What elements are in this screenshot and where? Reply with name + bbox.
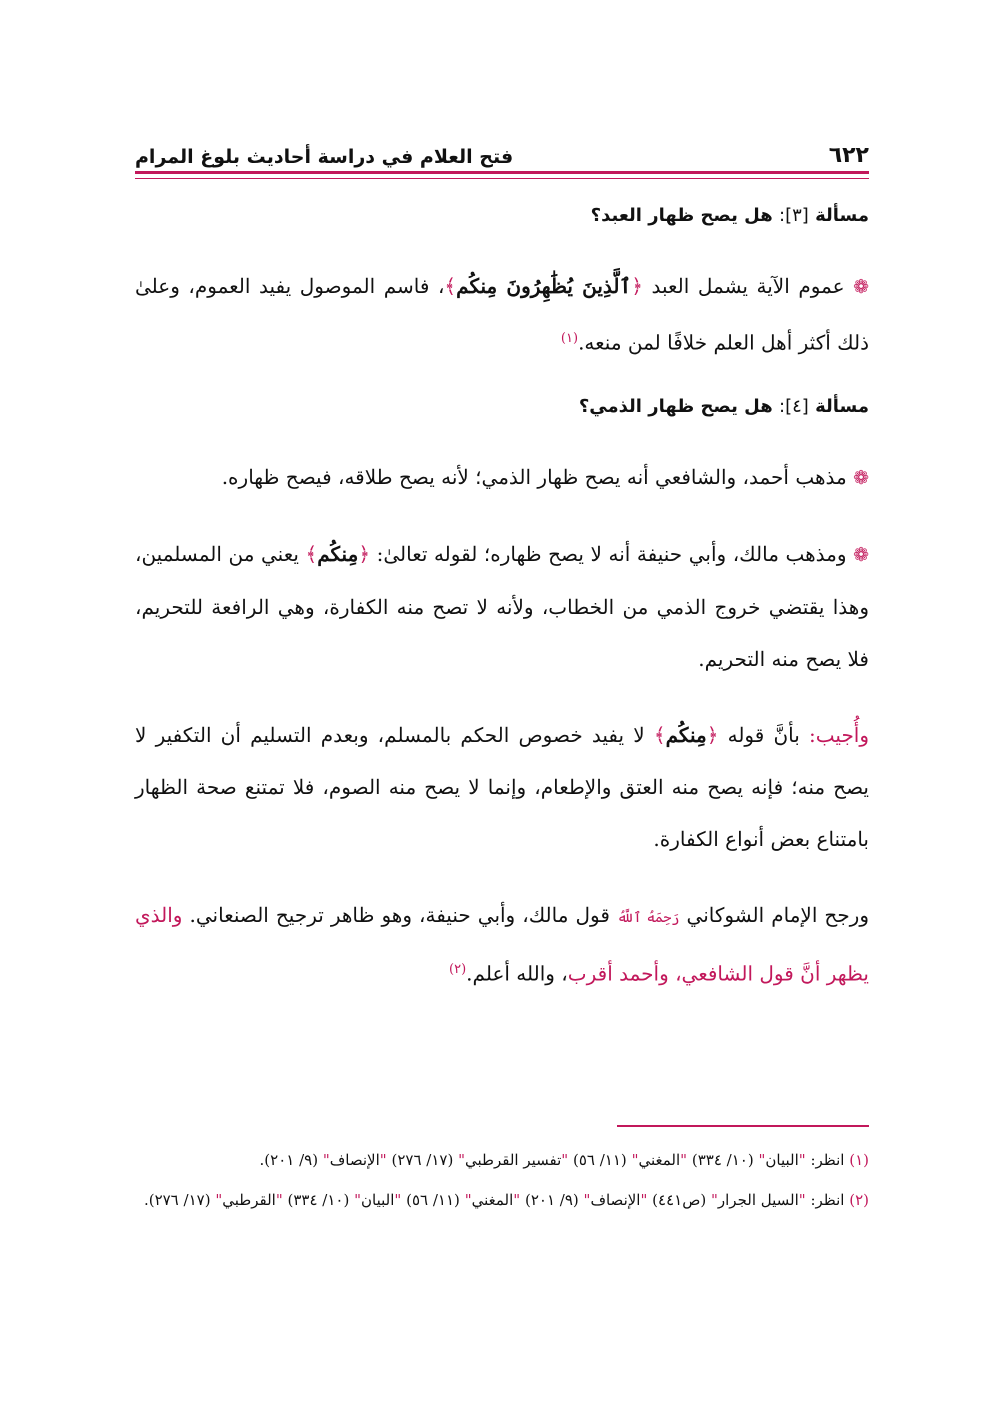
p3-text-a: ومذهب مالك، وأبي حنيفة أنه لا يصح ظهاره؛ لقوله تعالىٰ: xyxy=(376,541,847,566)
footnote-ref-1[interactable]: (١) xyxy=(560,331,579,346)
source-title: تفسير القرطبي xyxy=(465,1151,562,1169)
flower-bullet-icon: ❁ xyxy=(853,276,869,298)
paragraph-4 xyxy=(135,709,869,865)
footnote-1: (١) انظر: "البيان" (١٠/ ٣٣٤) "المغني" (١١/ ٥٦) "تفسير القرطبي" (١٧/ ٢٧٦) "الإنصاف" (٩/ ٢٠١). xyxy=(259,1151,869,1169)
source-title: البيان xyxy=(361,1191,395,1209)
p4-text-a: بأنَّ قوله xyxy=(727,722,800,747)
footnote-intro: انظر: xyxy=(810,1151,845,1169)
p5-text-a: ورجح الإمام الشوكاني xyxy=(686,902,870,927)
question-text: هل يصح ظهار العبد؟ xyxy=(590,205,773,226)
source-title: الإنصاف xyxy=(329,1151,380,1169)
footnote-2: (٢) انظر: "السيل الجرار" (ص٤٤١) "الإنصاف" (٩/ ٢٠١) "المغني" (١١/ ٥٦) "البيان" (١٠/ ٣٣٤) "القرطبي" (١٧/ ٢٧٦). xyxy=(143,1191,869,1209)
p2-text: مذهب أحمد، والشافعي أنه يصح ظهار الذمي؛ لأنه يصح طلاقه، فيصح ظهاره. xyxy=(221,464,847,489)
source-ref: (١٠/ ٣٣٤) xyxy=(691,1151,754,1169)
ornate-bracket-close-icon: ﴾ xyxy=(444,274,457,298)
question-label: مسألة xyxy=(815,395,869,417)
source-title: القرطبي xyxy=(222,1191,276,1209)
source-ref: (١٧/ ٢٧٦). xyxy=(143,1191,211,1209)
highlighted-conclusion: والذي يظهر أنَّ قول الشافعي، وأحمد أقرب xyxy=(135,902,869,986)
honorific: رَحِمَهُ ٱللَّهُ xyxy=(616,909,680,926)
ornate-bracket-open-icon: ﴿ xyxy=(631,274,643,298)
answer-label: وأُجيب: xyxy=(809,722,870,747)
source-title: السيل الجرار xyxy=(717,1191,799,1209)
source-ref: (١١/ ٥٦) xyxy=(572,1151,627,1169)
footnote-intro: انظر: xyxy=(810,1191,845,1209)
source-ref: (١٠/ ٣٣٤) xyxy=(287,1191,350,1209)
p3-text-b: يعني من المسلمين، وهذا يقتضي خروج الذمي من الخطاب، ولأنه لا تصح منه الكفارة، وهي الرافعة للتحريم، فلا يصح منه التحريم. xyxy=(135,541,869,671)
book-title: فتح العلام في دراسة أحاديث بلوغ المرام xyxy=(135,146,514,168)
source-title: الإنصاف xyxy=(590,1191,641,1209)
source-ref: (٩/ ٢٠١). xyxy=(259,1151,319,1169)
p5-text-c: ، والله أعلم. xyxy=(466,961,568,986)
flower-bullet-icon: ❁ xyxy=(853,543,870,566)
ornate-bracket-close-icon: ﴾ xyxy=(305,541,318,566)
main-text xyxy=(135,190,869,1023)
source-ref: (٩/ ٢٠١) xyxy=(524,1191,579,1209)
p5-text-b: قول مالك، وأبي حنيفة، وهو ظاهر ترجيح الصنعاني. xyxy=(189,902,610,927)
p1-text-a: عموم الآية يشمل العبد xyxy=(651,274,845,298)
question-number: [٣]: xyxy=(779,205,809,226)
footnote-number: (٢) xyxy=(849,1191,869,1209)
paragraph-1 xyxy=(135,260,869,369)
ornate-bracket-close-icon: ﴾ xyxy=(653,722,666,747)
flower-bullet-icon: ❁ xyxy=(853,466,869,489)
ornate-bracket-open-icon: ﴿ xyxy=(358,541,371,566)
header-rule-thin xyxy=(135,178,869,179)
paragraph-2 xyxy=(135,451,869,504)
question-number: [٤]: xyxy=(779,395,809,417)
ornate-bracket-open-icon: ﴿ xyxy=(706,722,719,747)
running-header xyxy=(135,128,869,168)
footnote-separator xyxy=(617,1125,869,1127)
quran-verse: مِنكُم xyxy=(665,722,707,747)
p1-text-b: ، فاسم الموصول يفيد العموم، وعلىٰ ذلك أكثر أهل العلم خلافًا لمن منعه. xyxy=(135,274,869,355)
question-4-heading xyxy=(135,393,869,421)
source-ref: (ص٤٤١) xyxy=(652,1191,707,1209)
footnote-ref-2[interactable]: (٢) xyxy=(449,961,467,977)
question-3-heading xyxy=(135,202,869,230)
paragraph-3 xyxy=(135,528,869,685)
footnote-number: (١) xyxy=(849,1151,869,1169)
quran-verse: مِنكُم xyxy=(317,541,359,566)
source-ref: (١٧/ ٢٧٦) xyxy=(391,1151,454,1169)
question-label: مسألة xyxy=(815,205,869,226)
paragraph-5 xyxy=(135,889,869,1000)
question-text: هل يصح ظهار الذمي؟ xyxy=(578,395,773,417)
source-title: المغني xyxy=(638,1151,681,1169)
source-title: البيان xyxy=(765,1151,799,1169)
quran-verse: ٱلَّذِينَ يُظَٰهِرُونَ مِنكُم xyxy=(456,274,632,298)
source-title: المغني xyxy=(471,1191,514,1209)
header-rule-thick xyxy=(135,171,869,174)
page-number: ٦٢٢ xyxy=(828,143,869,168)
p4-text-b: لا يفيد خصوص الحكم بالمسلم، وبعدم التسليم أن التكفير لا يصح منه؛ فإنه يصح منه العتق والإطعام، وإنما لا يصح منه الصوم، فلا تمتنع صحة الظهار بامتناع بعض أنواع الكفارة. xyxy=(135,722,869,851)
footnotes xyxy=(135,1145,869,1225)
source-ref: (١١/ ٥٦) xyxy=(406,1191,460,1209)
